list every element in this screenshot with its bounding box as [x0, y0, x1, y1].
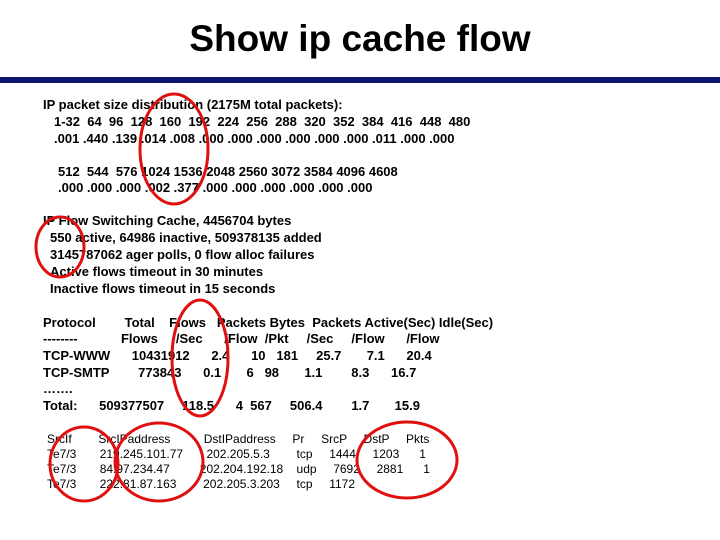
inactive-timeout-line: Inactive flows timeout in 15 seconds	[50, 281, 276, 296]
cache-size-line: IP Flow Switching Cache, 4456704 bytes	[43, 213, 292, 228]
protocol-header: Protocol Total Flows Packets Bytes Packets Active(Sec) Idle(Sec)	[43, 315, 494, 330]
size-values-row2: .000 .000 .000 .002 .377 .000 .000 .000 .000 .000 .000	[58, 180, 373, 195]
flow-row: Te7/3 222.81.87.163 202.205.3.203 tcp 1172	[47, 477, 355, 491]
cache-ager-line: 3145787062 ager polls, 0 flow alloc failures	[50, 247, 315, 262]
flow-table-header: SrcIf SrcIPaddress DstIPaddress Pr SrcP DstP Pkts	[47, 432, 430, 446]
size-distribution-heading: IP packet size distribution (2175M total packets):	[43, 97, 343, 112]
size-values-row1: .001 .440 .139 .014 .008 .000 .000 .000 .000 .000 .000 .011 .000 .000	[54, 131, 455, 146]
protocol-total-row: Total: 509377507 118.5 4 567 506.4 1.7 15.9	[43, 398, 420, 413]
active-timeout-line: Active flows timeout in 30 minutes	[50, 264, 264, 279]
flow-row: Te7/3 84.97.234.47 202.204.192.18 udp 7692 2881 1	[47, 462, 430, 476]
title-underline	[0, 77, 720, 83]
protocol-row: TCP-WWW 10431912 2.4 10 181 25.7 7.1 20.4	[43, 348, 432, 363]
size-buckets-row1: 1-32 64 96 128 160 192 224 256 288 320 352 384 416 448 480	[54, 114, 471, 129]
slide-title: Show ip cache flow	[189, 18, 531, 59]
protocol-row: TCP-SMTP 773843 0.1 6 98 1.1 8.3 16.7	[43, 365, 417, 380]
flow-row: Te7/3 219.245.101.77 202.205.5.3 tcp 1444 1203 1	[47, 447, 426, 461]
cache-active-line: 550 active, 64986 inactive, 509378135 added	[50, 230, 322, 245]
size-buckets-row2: 512 544 576 1024 1536 2048 2560 3072 3584 4096 4608	[58, 164, 398, 179]
protocol-row: …….	[43, 381, 73, 396]
protocol-subheader: -------- Flows /Sec /Flow /Pkt /Sec /Flow /Flow	[43, 331, 440, 346]
